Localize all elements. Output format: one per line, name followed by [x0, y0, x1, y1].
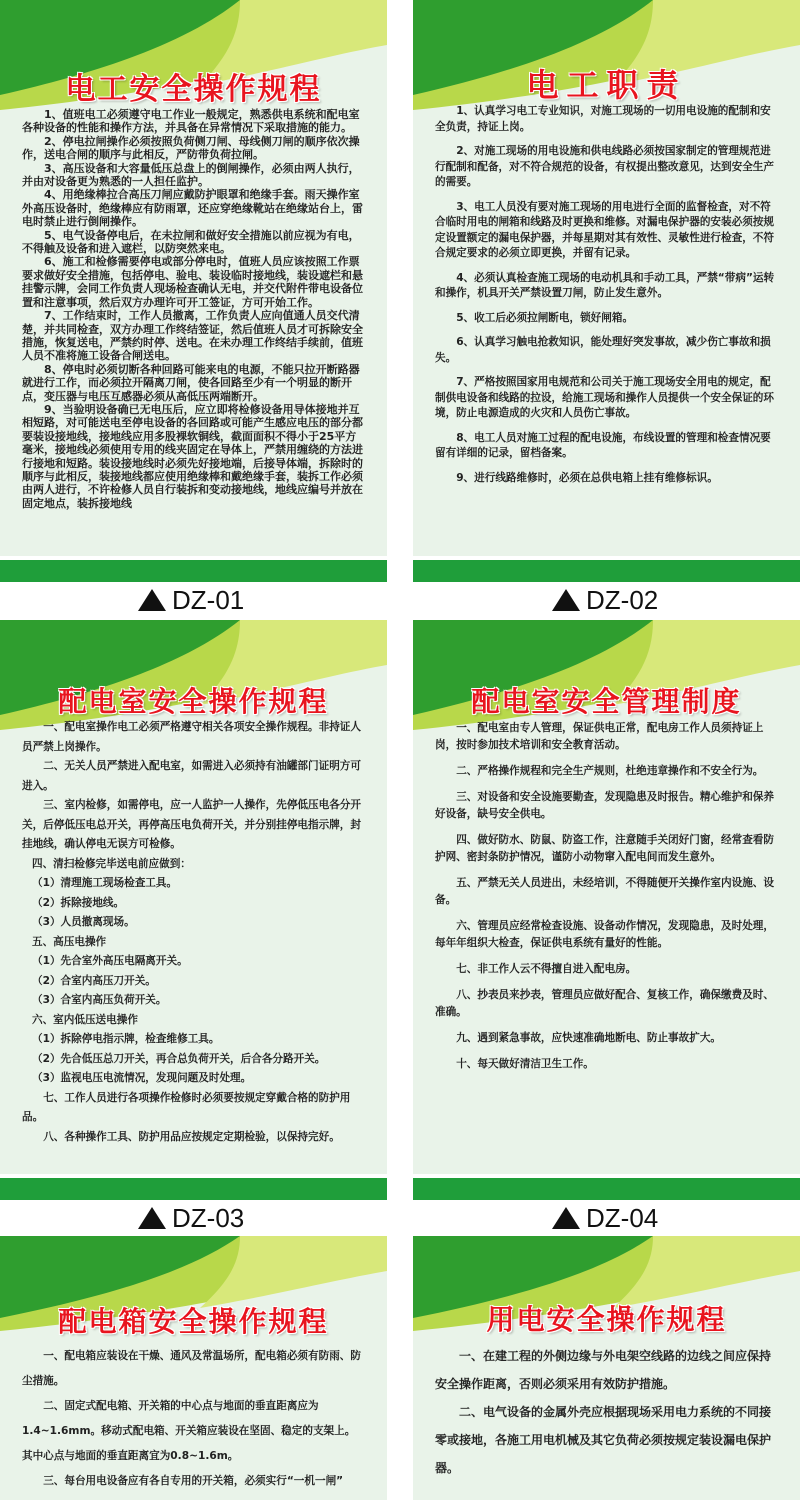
duty-paragraph: 1、认真学习电工专业知识，对施工现场的一切用电设施的配制和安全负责，持证上岗。 [435, 105, 771, 133]
duty-paragraph: 6、认真学习触电抢救知识，能处理好突发事故，减少伤亡事故和损失。 [435, 336, 771, 364]
rule-paragraph: 六、管理员应经常检查设施、设备动作情况，发现隐患，及时处理，每年年组织大检查，保证供电系统有量好的性能。 [435, 920, 774, 949]
rule-paragraph: 四、清扫检修完毕送电前应做到： [32, 857, 191, 870]
board-title: 电工职责 [526, 66, 687, 104]
duty-paragraph: 3、电工人员没有要对施工现场的用电进行全面的监督检查，对不符合临时用电的闸箱和线路及时更换和维修。对漏电保护器的安装必须按规定设置额定的漏电保护器，并每星期对其有效性、灵敏性进行检查，不符合规定要求的必须立即更换，并留有记录。 [435, 200, 774, 259]
duty-paragraph: 2、对施工现场的用电设施和供电线路必须按国家制定的管理规范进行配制和配备，对不符合规范的设备，有权提出整改意见，达到安全生产的需要。 [435, 145, 774, 188]
rule-paragraph: 五、严禁无关人员进出，未经培训，不得随便开关操作室内设施、设备。 [435, 877, 774, 906]
green-footer-strip [413, 560, 800, 582]
rule-paragraph: 四、做好防水、防鼠、防盗工作，注意随手关闭好门窗，经常查看防护网、密封条防护情况，谨防小动物窜入配电间而发生意外。 [435, 834, 774, 863]
board-body [435, 720, 778, 1082]
duty-paragraph: 9、进行线路维修时，必须在总供电箱上挂有维修标识。 [456, 471, 718, 484]
rule-paragraph: 十、每天做好清洁卫生工作。 [456, 1058, 594, 1070]
rule-paragraph: 8、停电时必须切断各种回路可能来电的电源，不能只拉开断路器就进行工作，而必须拉开隔离刀闸，使各回路至少有一个明显的断开点，变压器与电压互感器必须从高低压两端断开。 [22, 362, 360, 403]
board-title: 用电安全操作规程 [486, 1303, 727, 1336]
rule-paragraph: 2、停电拉闸操作必须按照负荷侧刀闸、母线侧刀闸的顺序依次操作，送电合闸的顺序与此相反，严防带负荷拉闸。 [22, 134, 360, 162]
product-code-label [552, 580, 658, 620]
duty-paragraph: 8、电工人员对施工过程的配电设施，布线设置的管理和检查情况要留有详细的记录，留档备案。 [435, 431, 771, 459]
product-code-label [138, 1198, 244, 1238]
rule-subitem: （3）监视电压电流情况，发现问题及时处理。 [32, 1072, 252, 1084]
triangle-icon [552, 589, 580, 611]
duty-paragraph: 7、严格按照国家用电规范和公司关于施工现场安全用电的规定，配制供电设备和线路的拉设，给施工现场和操作人员提供一个安全保证的环境，防止电源造成的火灾和人员伤亡事故。 [435, 376, 774, 419]
duty-paragraph: 4、必须认真检查施工现场的电动机具和手动工具，严禁“带病”运转和操作，机具开关严禁设置刀闸，防止发生意外。 [435, 271, 775, 299]
rule-paragraph: 二、严格操作规程和完全生产规则，杜绝违章操作和不安全行为。 [456, 765, 764, 777]
triangle-icon [138, 1207, 166, 1229]
rule-paragraph: 九、遇到紧急事故，应快速准确地断电、防止事故扩大。 [456, 1032, 722, 1044]
rule-paragraph: 5、电气设备停电后，在未拉闸和做好安全措施以前应视为有电，不得触及设备和进入遮栏，以防突然来电。 [22, 228, 360, 256]
rule-paragraph: 一、在建工程的外侧边缘与外电架空线路的边线之间应保持安全操作距离，否则必须采用有效防护措施。 [435, 1349, 772, 1391]
board-body [435, 104, 778, 495]
rule-paragraph: 七、工作人员进行各项操作检修时必须要按规定穿戴合格的防护用品。 [22, 1091, 351, 1123]
rule-subitem: （1）拆除停电指示牌，检查维修工具。 [32, 1033, 220, 1045]
triangle-icon [138, 589, 166, 611]
rule-subitem: （3）人员撤离现场。 [32, 916, 135, 928]
rule-paragraph: 一、配电箱应装设在干燥、通风及常温场所，配电箱必须有防雨、防尘措施。 [22, 1350, 361, 1387]
product-code: DZ-03 [172, 1202, 245, 1233]
rule-paragraph: 4、用绝缘棒拉合高压刀闸应戴防护眼罩和绝缘手套。雨天操作室外高压设备时，绝缘棒应有防雨罩，还应穿绝缘靴站在绝缘站台上，雷电时禁止进行倒闸操作。 [22, 188, 363, 229]
rule-paragraph: 二、无关人员严禁进入配电室，如需进入必须持有油罐部门证明方可进入。 [22, 760, 361, 792]
rule-paragraph: 六、室内低压送电操作 [32, 1013, 138, 1026]
rule-paragraph: 一、配电室操作电工必须严格遵守相关各项安全操作规程。非持证人员严禁上岗操作。 [22, 721, 361, 753]
product-code-label [138, 580, 244, 620]
board-title: 配电室安全管理制度 [471, 685, 742, 718]
rule-paragraph: 7、工作结束时，工作人员撤离，工作负责人应向值通人员交代清楚，并共同检查，双方办理工作终结签证，然后值班人员才可拆除安全措施，恢复送电，严禁约时停、送电。在未办理工作终结手续前，值班人员不准将施工设备合闸送电。 [22, 309, 363, 363]
rule-subitem: （2）先合低压总刀开关，再合总负荷开关，后合各分路开关。 [32, 1052, 326, 1065]
rule-paragraph: 1、值班电工必须遵守电工作业一般规定，熟悉供电系统和配电室各种设备的性能和操作方法，并具备在异常情况下采取措施的能力。 [22, 108, 360, 135]
board-title: 配电箱安全操作规程 [58, 1305, 329, 1338]
rule-paragraph: 八、各种操作工具、防护用品应按规定定期检验，以保持完好。 [43, 1130, 340, 1143]
board-body [435, 1342, 778, 1482]
product-code: DZ-02 [586, 584, 659, 615]
rule-paragraph: 三、室内检修，如需停电，应一人监护一人操作，先停低压电各分开关，后停低压电总开关，再停高压电负荷开关，并分别挂停电指示牌，封挂地线，确认停电无误方可检修。 [22, 799, 361, 850]
rule-paragraph: 9、当验明设备确已无电压后，应立即将检修设备用导体接地并互相短路，对可能送电至停电设备的各回路或可能产生感应电压的部分都要装设接地线，接地线应用多股裸软铜线，截面面积不得小于25平方毫米，接地线必须使用专用的线夹固定在导体上，严禁用缠绕的方法进行接地和短路。装设接地线时必须先好接地端，后接导体端，拆除时的顺序与此相反，装接地线都应使用绝缘棒和戴绝缘手套，装拆工作必须由两人进行，不许检修人员自行装拆和变动接地线，地线应编号并放在固定地点，装拆接地线 [22, 402, 363, 510]
board-title: 配电室安全操作规程 [58, 685, 329, 718]
product-code: DZ-01 [172, 584, 245, 615]
triangle-icon [552, 1207, 580, 1229]
safety-board-electricity-use [413, 1236, 800, 1500]
safety-board-dz-02 [413, 0, 800, 582]
rule-paragraph: 二、电气设备的金属外壳应根据现场采用电力系统的不同接零或接地，各施工用电机械及其它负荷必须按规定装设漏电保护器。 [435, 1405, 772, 1475]
safety-board-dz-03 [0, 620, 387, 1200]
board-body [22, 718, 365, 1147]
duty-paragraph: 5、收工后必须拉闸断电，锁好闸箱。 [456, 311, 634, 324]
rule-subitem: （3）合室内高压负荷开关。 [32, 994, 167, 1006]
rule-paragraph: 七、非工作人云不得擅自进入配电房。 [456, 963, 637, 975]
green-footer-strip [0, 560, 387, 582]
safety-board-dz-04 [413, 620, 800, 1200]
product-code: DZ-04 [586, 1202, 659, 1233]
green-footer-strip [0, 1178, 387, 1200]
rule-paragraph: 3、高压设备和大容量低压总盘上的倒闸操作，必须由两人执行，并由对设备更为熟悉的一人担任监护。 [22, 161, 360, 189]
rule-subitem: （2）合室内高压刀开关。 [32, 974, 156, 987]
rule-paragraph: 八、抄表员来抄表，管理员应做好配合、复核工作，确保缴费及时、准确。 [435, 989, 774, 1018]
safety-board-dz-01 [0, 0, 387, 582]
rule-subitem: （2）拆除接地线。 [32, 896, 125, 909]
board-body [22, 108, 365, 510]
rule-paragraph: 三、每台用电设备应有各自专用的开关箱，必须实行“一机一闸” [43, 1475, 344, 1487]
board-body [22, 1344, 365, 1494]
product-code-label [552, 1198, 658, 1238]
rule-paragraph: 一、配电室由专人管理，保证供电正常，配电房工作人员须持证上岗，按时参加技术培训和安全教育活动。 [435, 722, 764, 751]
rule-subitem: （1）清理施工现场检查工具。 [32, 877, 178, 889]
green-footer-strip [413, 1178, 800, 1200]
rule-paragraph: 6、施工和检修需要停电或部分停电时，值班人员应该按照工作票要求做好安全措施，包括停电、验电、装设临时接地线，装设遮栏和悬挂警示牌，会同工作负责人现场检查确认无电，并交代附件带电设备位置和注意事项，然后双方办理许可开工签证，方可开始工作。 [22, 255, 363, 309]
rule-paragraph: 二、固定式配电箱、开关箱的中心点与地面的垂直距离应为1.4~1.6mm。移动式配电箱、开关箱应装设在坚固、稳定的支架上。其中心点与地面的垂直距离宜为0.8~1.6m。 [22, 1400, 356, 1462]
board-title: 电工安全操作规程 [65, 72, 322, 107]
safety-board-distribution-box [0, 1236, 387, 1500]
rule-paragraph: 五、高压电操作 [32, 935, 107, 948]
rule-paragraph: 三、对设备和安全设施要勤查，发现隐患及时报告。精心维护和保养好设备，缺号安全供电。 [435, 791, 774, 820]
rule-subitem: （1）先合室外高压电隔离开关。 [32, 955, 188, 967]
